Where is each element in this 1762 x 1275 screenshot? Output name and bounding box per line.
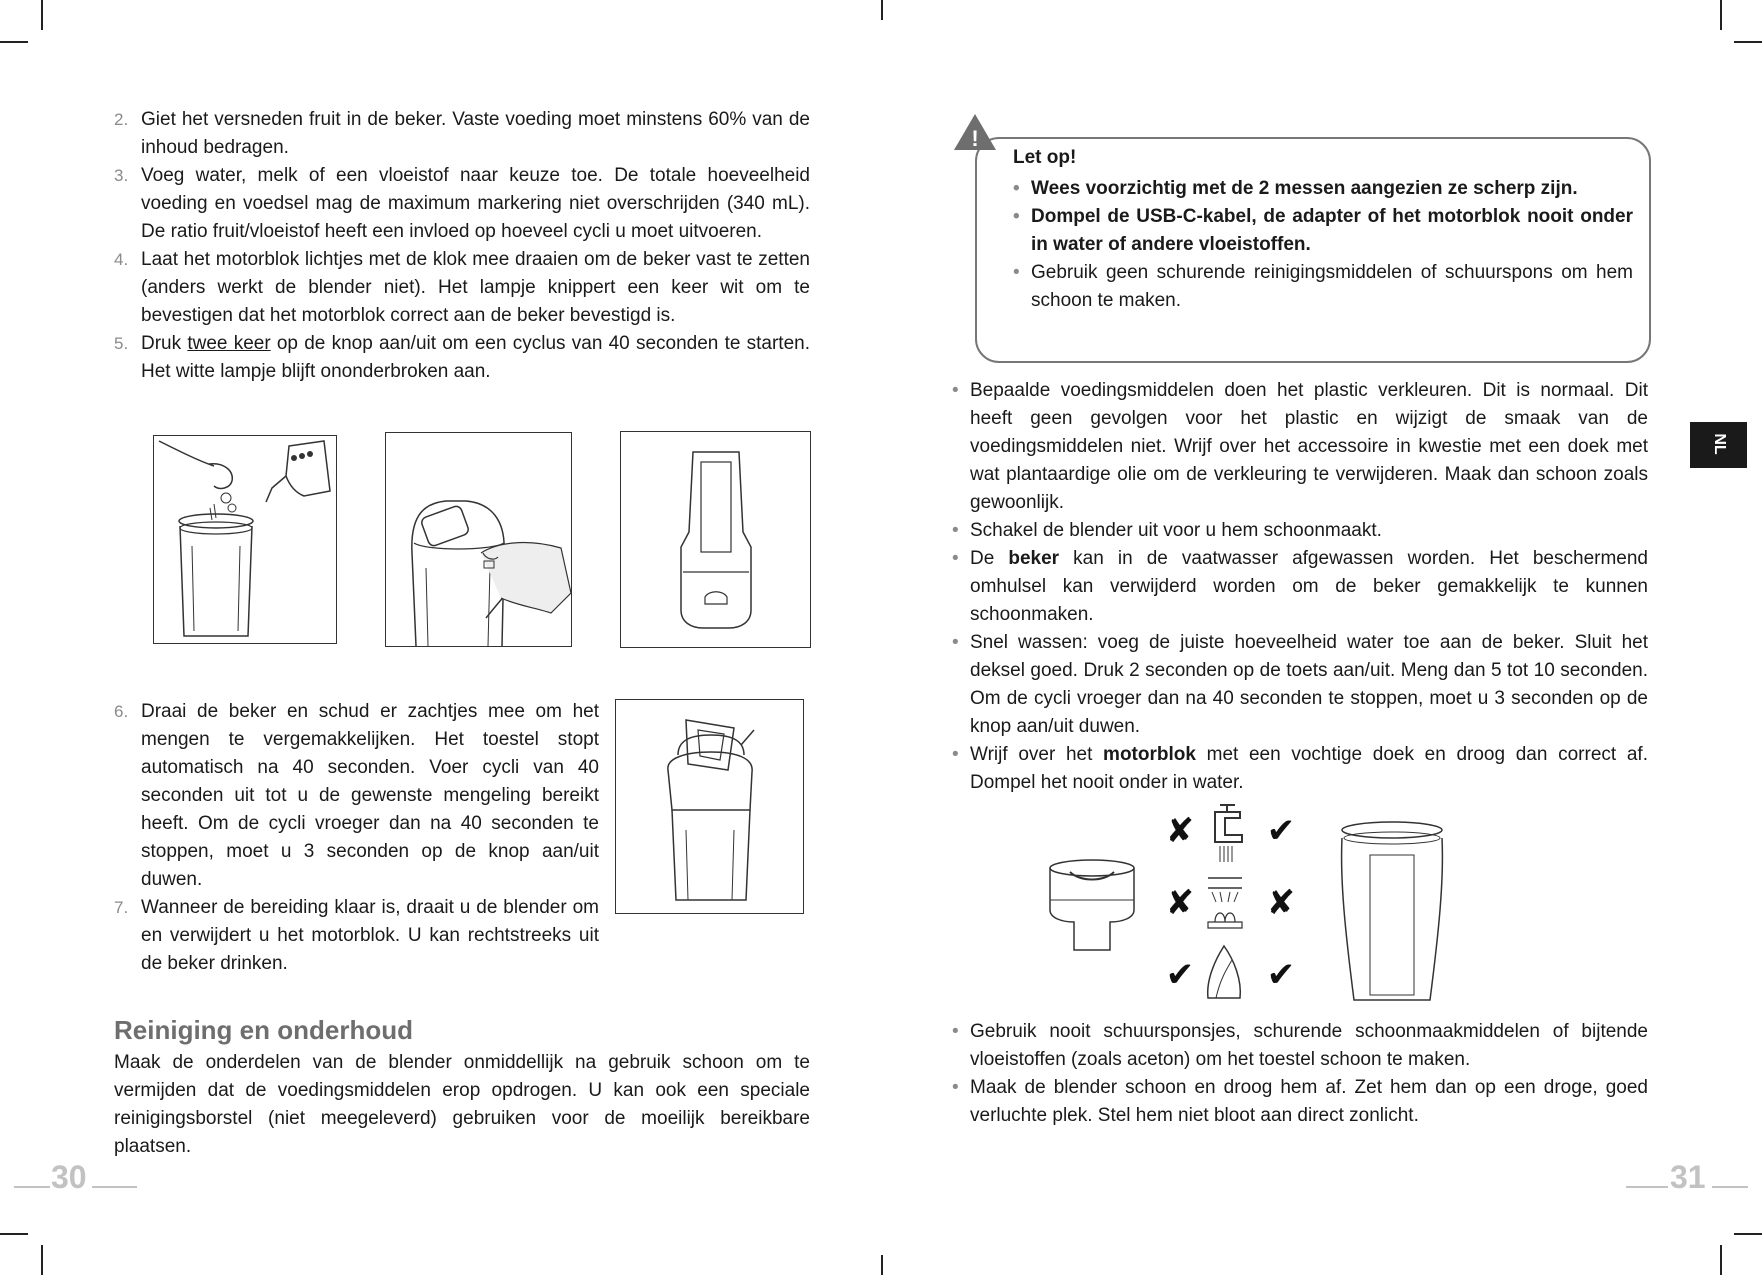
pouring-illustration [153,435,337,644]
warning-icon [952,112,998,152]
page-number-rule [92,1186,137,1188]
step-item: 7. Wanneer de bereiding klaar is, draait u de blender om en verwijdert u het motorblok. U kan rechtstreeks uit de beker drinken. [114,897,599,974]
care-list [952,377,1648,797]
care-item: • Wrijf over het motorblok met een vochtige doek en droog dan correct af. Dompel het nooit onder in water. [952,744,1648,793]
crop-mark [881,0,883,20]
crop-mark [0,1233,28,1235]
svg-text:!: ! [971,126,979,151]
tap-cup-mark: ✔ [1266,811,1296,851]
crop-mark [1720,1245,1722,1275]
steps-list-bottom [114,698,599,978]
crop-mark [41,1245,43,1275]
crop-mark [1734,1233,1762,1235]
step-item: 6. Draai de beker en schud er zachtjes mee om het mengen te vergemakkelijken. Het toestel stopt automatisch na 40 seconden. Voer cycli van 40 seconden uit tot u de gewenste mengeling bereikt heeft. Om de cycli vroeger dan na 40 seconden te stoppen, moet u 3 seconden op de knop aan/uit duwen. [114,701,599,890]
cloth-motor-mark: ✔ [1165,955,1195,995]
page-number-rule [14,1186,50,1188]
care-item: • Gebruik nooit schuursponsjes, schurende schoonmaakmiddelen of bijtende vloeistoffen (zoals aceton) om het toestel schoon te maken. [952,1021,1648,1070]
dishwasher-cup-mark: ✘ [1266,883,1296,923]
care-item: • De beker kan in de vaatwasser afgewassen worden. Het beschermend omhulsel kan verwijderd worden om de beker gemakkelijk te kunnen schoonmaken. [952,548,1648,625]
crop-mark [0,41,28,43]
page-number-rule [1626,1186,1668,1188]
cloth-icon [1208,946,1241,998]
step-item: 4. Laat het motorblok lichtjes met de klok mee draaien om de beker vast te zetten (anders werkt de blender niet). Het lampje knippert een keer wit om te bevestigen dat het motorblok correct aan de beker bevestigd is. [114,249,810,326]
step-item: 2. Giet het versneden fruit in de beker. Vaste voeding moet minstens 60% van de inhoud bedragen. [114,109,810,158]
warning-item: • Dompel de USB-C-kabel, de adapter of het motorblok nooit onder in water of andere vloeistoffen. [1013,206,1633,255]
cleaning-methods-illustration [1040,800,1460,1010]
section-paragraph: Maak de onderdelen van de blender onmiddellijk na gebruik schoon om te vermijden dat de voedingsmiddelen erop opdrogen. U kan ook een speciale reinigingsborstel (niet meegeleverd) gebruiken voor de moeilijk bereikbare plaatsen. [114,1052,810,1157]
step-item: 3. Voeg water, melk of een vloeistof naar keuze toe. De totale hoeveelheid voeding en voedsel mag de maximum markering niet overschrijden (340 mL). De ratio fruit/vloeistof heeft een invloed op hoeveel cycli u moet uitvoeren. [114,165,810,242]
crop-mark [1734,41,1762,43]
page-number-rule [1712,1186,1748,1188]
care-item: • Schakel de blender uit voor u hem schoonmaakt. [952,520,1382,541]
page-number-left: 30 [51,1159,87,1195]
cup-icon [1342,822,1443,1000]
motor-block-icon [1050,860,1134,950]
warning-item: • Wees voorzichtig met de 2 messen aangezien ze scherp zijn. [1013,178,1578,199]
press-button-illustration [385,432,572,647]
steps-list-top [114,106,810,386]
shake-blender-illustration [615,699,804,914]
care-item: • Snel wassen: voeg de juiste hoeveelheid water toe aan de beker. Sluit het deksel goed. Druk 2 seconden op de toets aan/uit. Meng dan 5 tot 10 seconden. Om de cycli vroeger dan na 40 seconden te stoppen, moet u 3 seconden op de knop aan/uit duwen. [952,632,1648,737]
warning-title: Let op! [1013,147,1077,168]
tap-icon [1215,805,1242,862]
dishwasher-motor-mark: ✘ [1165,883,1195,923]
warning-item: • Gebruik geen schurende reinigingsmiddelen of schuurspons om hem schoon te maken. [1013,262,1633,311]
assembled-blender-illustration [620,431,811,648]
crop-mark [1720,0,1722,30]
crop-mark [881,1255,883,1275]
care-list-bottom [952,1018,1648,1130]
step-item: 5. Druk twee keer op de knop aan/uit om een cyclus van 40 seconden te starten. Het witte lampje blijft ononderbroken aan. [114,333,811,382]
dishwasher-icon [1208,878,1242,928]
crop-mark [41,0,43,30]
care-item: • Bepaalde voedingsmiddelen doen het plastic verkleuren. Dit is normaal. Dit heeft geen gevolgen voor het plastic en wijzigt de smaak van de voedingsmiddelen niet. Wrijf over het accessoire in kwestie met een doek met wat plantaardige olie om de verkleuring te verwijderen. Maak dan schoon zoals gewoonlijk. [952,380,1648,513]
cloth-cup-mark: ✔ [1266,955,1296,995]
warning-list [1013,175,1633,315]
care-item: • Maak de blender schoon en droog hem af. Zet hem dan op een droge, goed verluchte plek. Stel hem niet bloot aan direct zonlicht. [952,1077,1648,1126]
language-tab: NL [1690,422,1747,468]
tap-motor-mark: ✘ [1165,811,1195,851]
section-heading: Reiniging en onderhoud [114,1015,413,1045]
page-number-right: 31 [1670,1159,1706,1195]
